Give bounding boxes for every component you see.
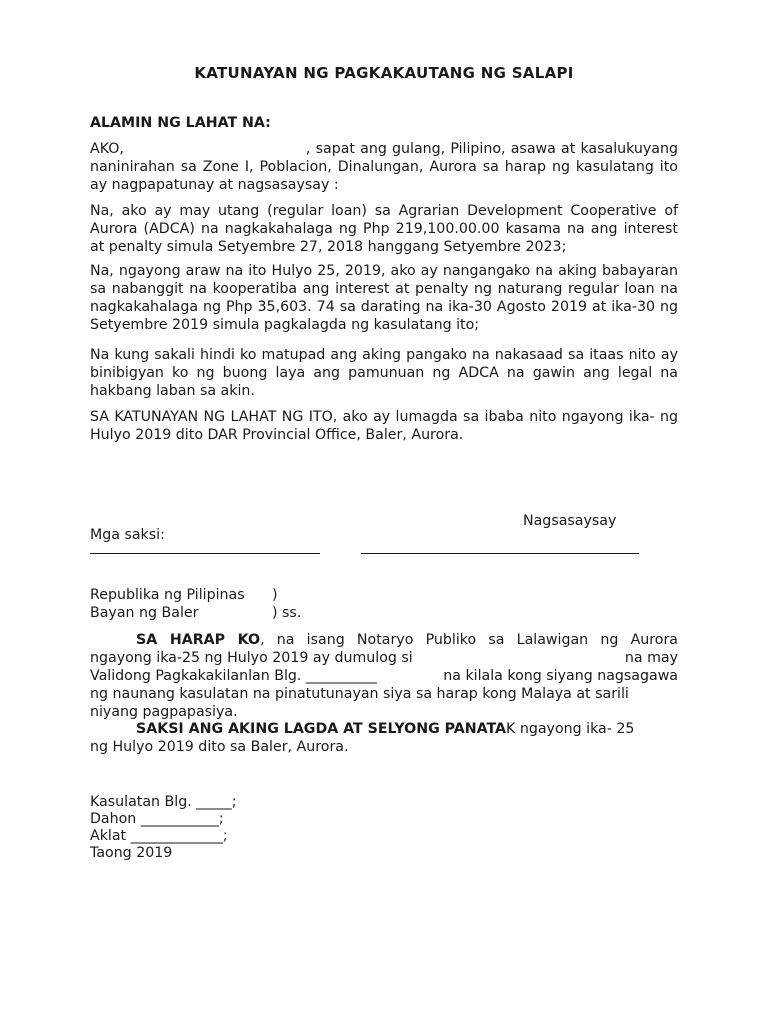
page-number: Dahon ___________;	[90, 811, 224, 827]
notary-line4: ng naunang kasulatan na pinatutunayan siya sa harap kong Malaya at sarili	[90, 686, 629, 702]
doc-number: Kasulatan Blg. _____;	[90, 794, 237, 810]
document-title: KATUNAYAN NG PAGKAKAUTANG NG SALAPI	[194, 64, 574, 82]
consequence-paragraph: Na kung sakali hindi ko matupad ang aking pangako na nakasaad sa itaas nito ay binibigyan ko ng buong laya ang pamunuan ng ADCA na gawin ang legal na hakbang laban sa akin.	[90, 347, 678, 399]
witnesses-label: Mga saksi:	[90, 527, 165, 543]
loan-paragraph: Na, ako ay may utang (regular loan) sa Agrarian Development Cooperative of Aurora (ADCA) na nagkakahalaga ng Php 219,100.00.00 kasama na ang interest at penalty simula Setyembre 27, 2018 hanggang Setyembre 2023;	[90, 203, 678, 255]
republic-bracket: )	[272, 587, 278, 603]
nagsasaysay-label: Nagsasaysay	[523, 513, 617, 529]
witness-signature-line	[90, 553, 320, 554]
intro-prefix: AKO,	[90, 141, 124, 157]
notary-line2-a: ngayong ika-25 ng Hulyo 2019 ay dumulog si	[90, 650, 413, 666]
town-bracket: ) ss.	[272, 605, 302, 621]
id-number-field: Validong Pagkakakilanlan Blg. __________	[90, 668, 377, 684]
seal-line2: ng Hulyo 2019 dito sa Baler, Aurora.	[90, 739, 349, 755]
attest-paragraph: SA KATUNAYAN NG LAHAT NG ITO, ako ay lumagda sa ibaba nito ngayong ika- ng Hulyo 2019 dito DAR Provincial Office, Baler, Aurora.	[90, 409, 678, 443]
notary-line5: niyang pagpapasiya.	[90, 704, 238, 720]
seal-lead: SAKSI ANG AKING LAGDA AT SELYONG PANATA	[136, 721, 507, 737]
notary-line1-rest: , na isang Notaryo Publiko sa Lalawigan ng Aurora	[260, 632, 678, 648]
town-line: Bayan ng Baler	[90, 605, 199, 621]
greeting-heading: ALAMIN NG LAHAT NA:	[90, 115, 271, 131]
notary-line3-b: na kilala kong siyang nagsagawa	[443, 668, 678, 684]
series-year: Taong 2019	[90, 845, 173, 861]
seal-line1-rest: K ngayong ika- 25	[506, 721, 635, 737]
affiant-signature-line	[361, 553, 639, 554]
republic-line: Republika ng Pilipinas	[90, 587, 245, 603]
intro-paragraph	[90, 140, 678, 194]
intro-rest: , sapat ang gulang, Pilipino, asawa at kasalukuyang naninirahan sa Zone I, Poblacion, Dinalungan, Aurora sa harap ng kasulatang ito ay nagpapatunay at nagsasaysay :	[90, 141, 678, 193]
promise-paragraph: Na, ngayong araw na ito Hulyo 25, 2019, ako ay nangangako na aking babayaran sa nabanggit na kooperatiba ang interest at penalty ng naturang regular loan na nagkakahalaga ng Php 35,603. 74 sa darating na ika-30 Agosto 2019 at ika-30 ng Setyembre 2019 simula pagkalagda ng kasulatang ito;	[90, 263, 678, 333]
notary-line2-b: na may	[624, 650, 678, 666]
venue-block	[90, 586, 302, 622]
registry-block	[90, 794, 236, 862]
notary-lead: SA HARAP KO	[136, 632, 261, 648]
seal-paragraph	[90, 720, 678, 756]
notary-paragraph	[90, 631, 678, 721]
book-number: Aklat _____________;	[90, 828, 228, 844]
